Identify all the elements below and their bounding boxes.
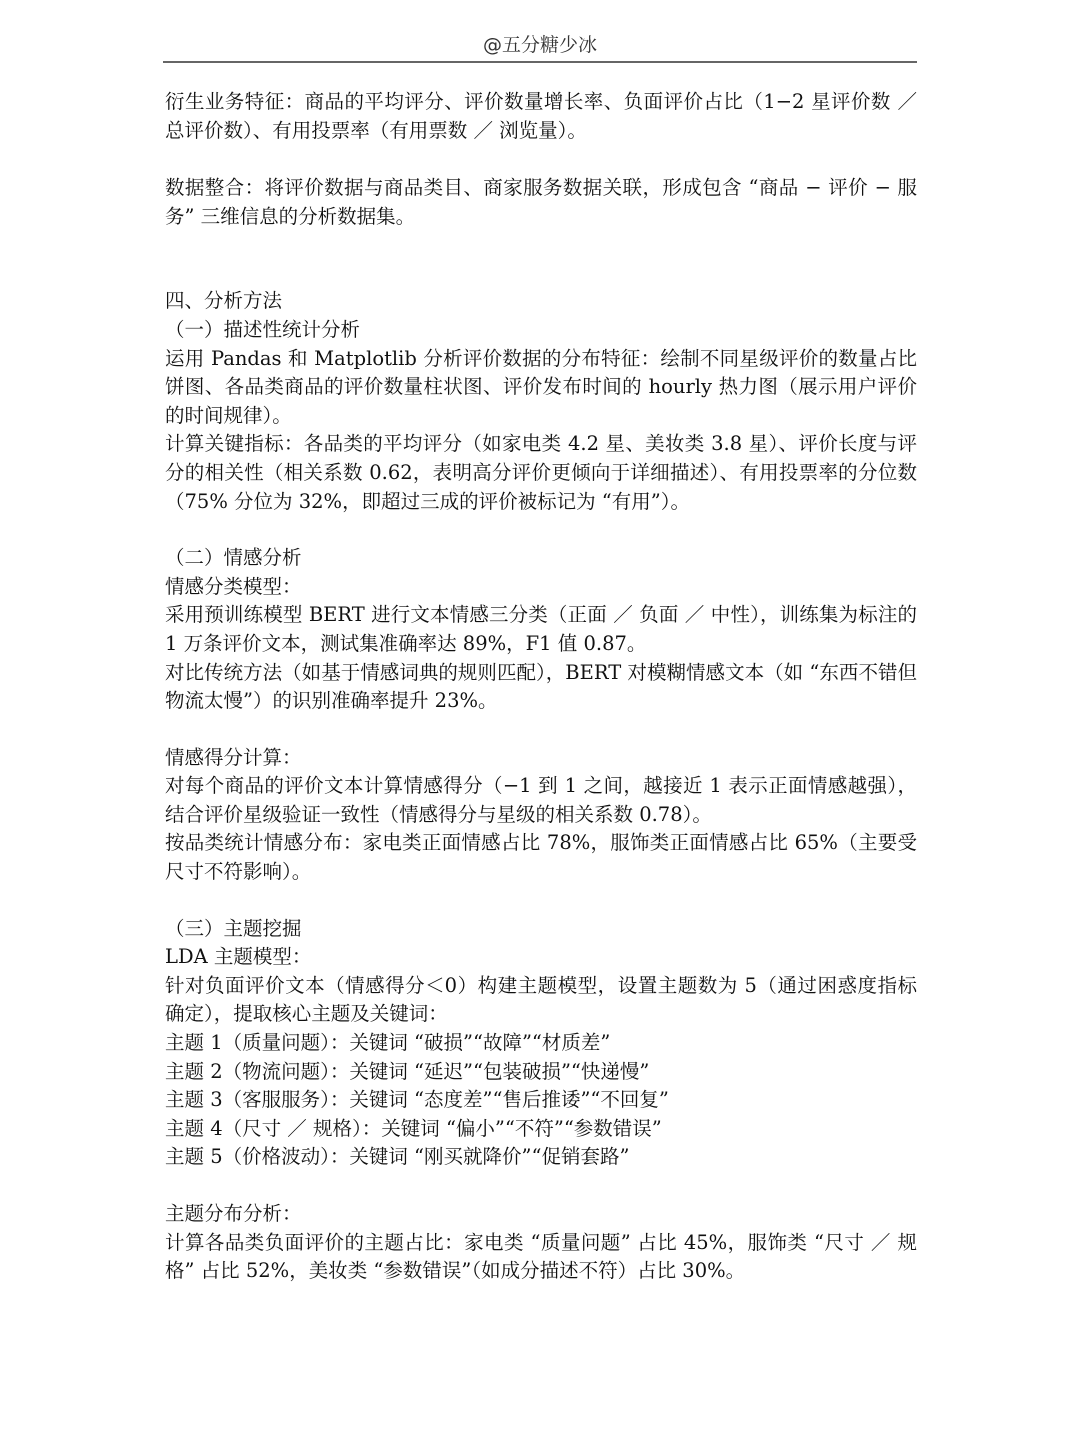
data-integration-paragraph: 数据整合：将评价数据与商品类目、商家服务数据关联，形成包含 “商品 − 评价 − 服务” 三维信息的分析数据集。: [165, 176, 917, 228]
subsection-heading-descriptive-stats: （一）描述性统计分析: [165, 317, 361, 341]
sentiment-score-heading: 情感得分计算：: [165, 745, 302, 769]
sentiment-model-paragraph-1: 采用预训练模型 BERT 进行文本情感三分类（正面 ／ 负面 ／ 中性），训练集为标注的 1 万条评价文本，测试集准确率达 89%，F1 值 0.87。: [165, 603, 917, 655]
topic-distribution-paragraph: 计算各品类负面评价的主题占比：家电类 “质量问题” 占比 45%，服饰类 “尺寸 ／ 规格” 占比 52%，美妆类 “参数错误”（如成分描述不符）占比 30%。: [165, 1230, 917, 1283]
descriptive-stats-paragraph-1: 运用 Pandas 和 Matplotlib 分析评价数据的分布特征：绘制不同星级评价的数量占比饼图、各品类商品的评价数量柱状图、评价发布时间的 hourly 热力图（展示用户评价的时间规律）。: [165, 346, 917, 427]
sentiment-score-paragraph-1: 对每个商品的评价文本计算情感得分（−1 到 1 之间，越接近 1 表示正面情感越强），结合评价星级验证一致性（情感得分与星级的相关系数 0.78）。: [165, 774, 917, 826]
lda-model-paragraph: 针对负面评价文本（情感得分＜0）构建主题模型，设置主题数为 5（通过困惑度指标确定），提取核心主题及关键词：: [165, 973, 917, 1026]
topic-distribution-heading: 主题分布分析：: [165, 1202, 302, 1225]
descriptive-stats-paragraph-2: 计算关键指标：各品类的平均评分（如家电类 4.2 星、美妆类 3.8 星）、评价长度与评分的相关性（相关系数 0.62，表明高分评价更倾向于详细描述）、有用投票率的分位数（75% 分位为 32%，即超过三成的评价被标记为 “有用”）。: [165, 432, 917, 513]
section-heading-analysis-methods: 四、分析方法: [165, 289, 283, 313]
topic-item: 主题 3（客服服务）：关键词 “态度差”“售后推诿”“不回复”: [165, 1088, 669, 1112]
topic-item: 主题 1（质量问题）：关键词 “破损”“故障”“材质差”: [165, 1031, 611, 1055]
topic-item: 主题 5（价格波动）：关键词 “刚买就降价”“促销套路”: [165, 1145, 630, 1169]
sentiment-model-paragraph-2: 对比传统方法（如基于情感词典的规则匹配），BERT 对模糊情感文本（如 “东西不错但物流太慢”）的识别准确率提升 23%。: [165, 660, 917, 713]
topic-item: 主题 2（物流问题）：关键词 “延迟”“包装破损”“快递慢”: [165, 1059, 650, 1083]
sentiment-model-heading: 情感分类模型：: [165, 574, 302, 598]
lda-model-heading: LDA 主题模型：: [165, 945, 312, 969]
subsection-heading-topic-mining: （三）主题挖掘: [165, 916, 302, 940]
author-watermark: @五分糖少冰: [482, 34, 597, 56]
derived-features-paragraph: 衍生业务特征：商品的平均评分、评价数量增长率、负面评价占比（1−2 星评价数 ／ 总评价数）、有用投票率（有用票数 ／ 浏览量）。: [165, 90, 917, 142]
header-divider: [163, 61, 917, 63]
topic-item: 主题 4（尺寸 ／ 规格）：关键词 “偏小”“不符”“参数错误”: [165, 1116, 662, 1140]
subsection-heading-sentiment: （二）情感分析: [165, 546, 302, 570]
sentiment-score-paragraph-2: 按品类统计情感分布：家电类正面情感占比 78%，服饰类正面情感占比 65%（主要受尺寸不符影响）。: [165, 831, 917, 884]
document-body: [165, 88, 917, 1286]
